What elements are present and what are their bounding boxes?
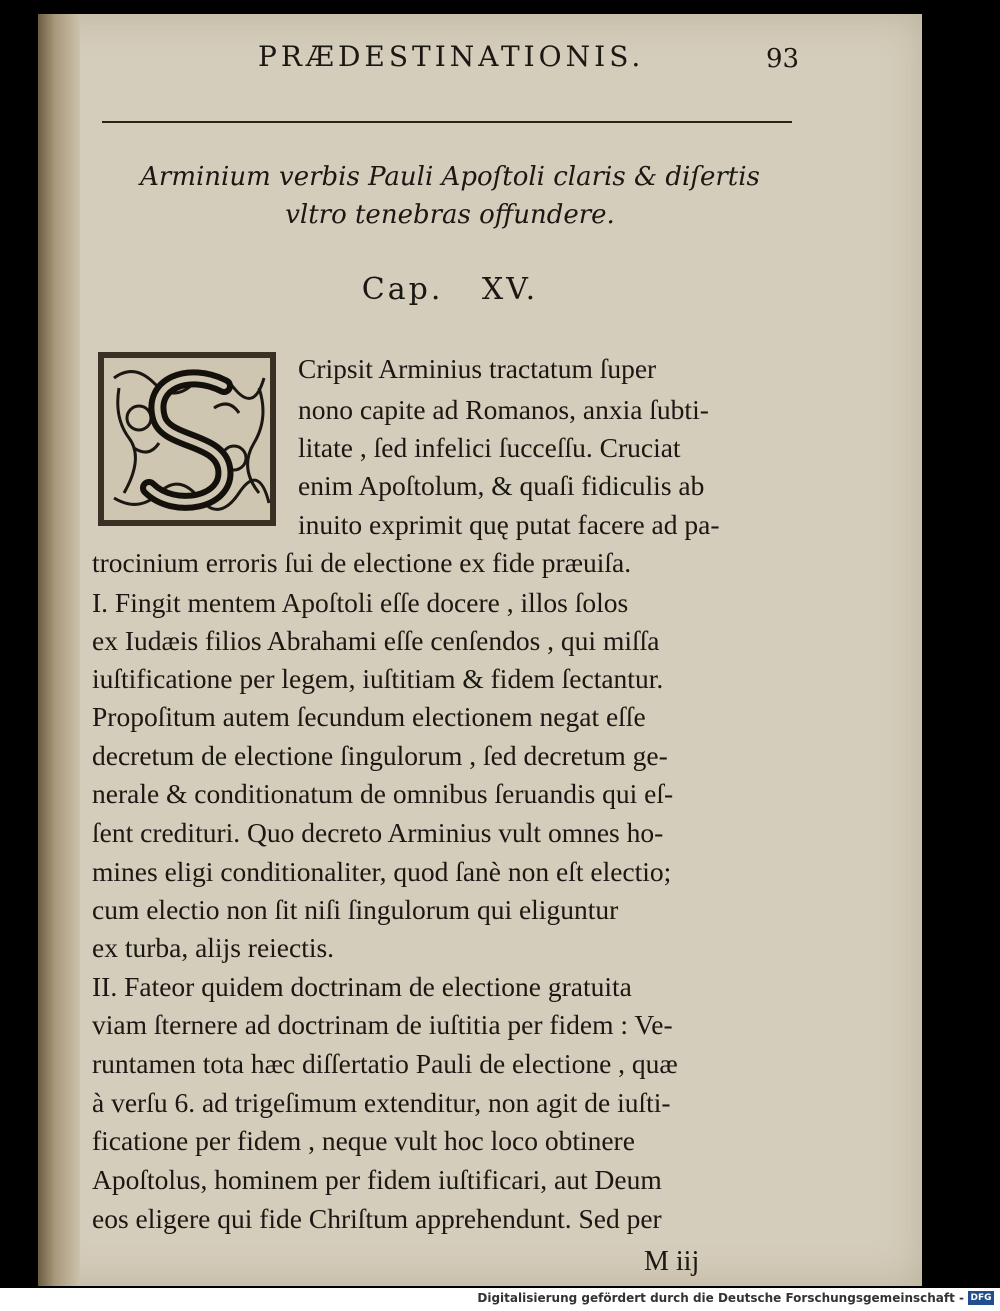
body-line-1: Cripsit Arminius tractatum ſuper <box>298 353 657 384</box>
body-line-8: ex Iudæis filios Abrahami eſſe cenſendos , qui miſſa <box>92 625 660 656</box>
signature-mark: M iij <box>644 1246 700 1277</box>
dfg-logo-icon: DFG <box>968 1291 994 1305</box>
body-line-16: ex turba, alijs reiectis. <box>92 932 335 963</box>
body-line-6: trocinium erroris ſui de electione ex fide præuiſa. <box>92 547 632 578</box>
decorated-initial-s-icon <box>94 348 280 530</box>
header-rule <box>102 121 792 123</box>
body-line-20: à verſu 6. ad trigeſimum extenditur, non agit de iuſti- <box>92 1087 671 1118</box>
body-line-22: Apoſtolus, hominem per fidem iuſtificari, aut Deum <box>92 1164 662 1195</box>
body-line-12: nerale & conditionatum de omnibus ſeruandis qui eſ- <box>92 778 674 809</box>
body-line-9: iuſtificatione per legem, iuſtitiam & fidem ſectantur. <box>92 663 664 694</box>
footer-credit: Digitalisierung gefördert durch die Deutsche Forschungsgemeinschaft - <box>477 1291 964 1305</box>
body-line-14: mines eligi conditionaliter, quod ſanè non eſt electio; <box>92 856 672 887</box>
body-line-19: runtamen tota hæc diſſertatio Pauli de electione , quæ <box>92 1048 678 1079</box>
body-line-2: nono capite ad Romanos, anxia ſubti- <box>298 394 709 425</box>
body-line-3: litate , ſed infelici ſucceſſu. Cruciat <box>298 432 681 463</box>
running-head: PRÆDESTINATIONIS. <box>258 40 645 73</box>
body-line-10: Propoſitum autem ſecundum electionem negat eſſe <box>92 701 646 732</box>
book-gutter <box>38 14 80 1286</box>
chapter-title-line-2: vltro tenebras offundere. <box>285 200 615 230</box>
digitization-footer <box>0 1288 1000 1311</box>
body-line-11: decretum de electione ſingulorum , ſed decretum ge- <box>92 740 668 771</box>
chapter-number: Cap. XV. <box>361 272 539 307</box>
page-number: 93 <box>766 44 800 74</box>
body-line-23: eos eligere qui fide Chriſtum apprehendunt. Sed per <box>92 1203 662 1234</box>
body-line-18: viam ſternere ad doctrinam de iuſtitia per fidem : Ve- <box>92 1009 673 1040</box>
chapter-title <box>100 158 800 234</box>
body-line-4: enim Apoſtolum, & quaſi fidiculis ab <box>298 470 705 501</box>
body-line-15: cum electio non ſit niſi ſingulorum qui eliguntur <box>92 894 619 925</box>
body-line-13: ſent credituri. Quo decreto Arminius vult omnes ho- <box>92 817 664 848</box>
body-line-21: ficatione per fidem , neque vult hoc loco obtinere <box>92 1125 635 1156</box>
body-line-7: I. Fingit mentem Apoſtoli eſſe docere , illos ſolos <box>92 587 629 618</box>
body-line-5: inuito exprimit quę putat facere ad pa- <box>298 509 720 540</box>
body-line-17: II. Fateor quidem doctrinam de electione gratuita <box>92 971 632 1002</box>
chapter-title-line-1: Arminium verbis Pauli Apoſtoli claris & diſertis <box>140 162 760 192</box>
